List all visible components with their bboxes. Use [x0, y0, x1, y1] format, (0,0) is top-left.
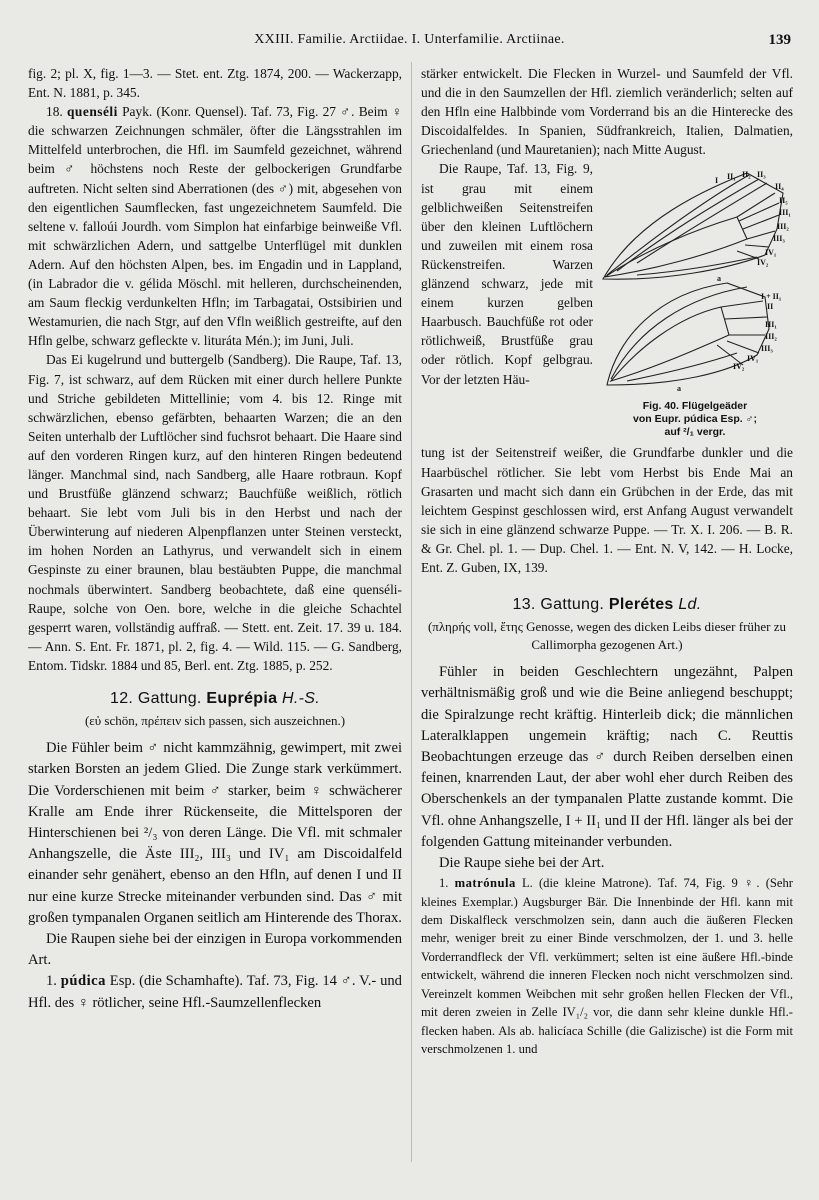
page-number: 139: [768, 32, 791, 48]
wing-venation-illustration: [597, 159, 793, 399]
genus-label: 12. Gattung.: [110, 690, 202, 707]
column-divider: [411, 62, 412, 1162]
species-entry-quenseli: [28, 102, 402, 350]
vein-label: a: [717, 274, 721, 284]
running-head: XXIII. Familie. Arctiidae. I. Unterfamilie. Arctiinae.: [254, 32, 565, 47]
vein-label: II₂: [742, 170, 751, 180]
vein-label: IV₂: [733, 362, 745, 372]
species-text: L. (die kleine Matrone). Taf. 74, Fig. 9 ♀. (Sehr kleines Exemplar.) Augsburger Bär. Die Innenbinde der Hfl. kann mit dem Diskalfleck verschmolzen sein, dann auch die äußeren Flecken mehr, weniger breit zu einer Binde verschmolzen, der 1. und 3. helle Vorderrandfleck der Vfl. verkümmert; selten ist eine äußere Hfl.-binde entwickelt, während die inneren Flecken noch nicht verschmolzen sind. Vereinzelt kommen Weibchen mit sehr großen hellen Flecken der Vfl., mit deren zweien in Zelle IV₁/₂ vor, die dann sehr kleine dunkle Hfl.-flecken haben. Als ab. halicíaca Schille (die Galizische) ist die Form mit verschmolzenen 1. und: [421, 876, 793, 1056]
left-paragraph-1: fig. 2; pl. X, fig. 1—3. — Stet. ent. Ztg. 1874, 200. — Wackerzapp, Ent. N. 1881, p. 345.: [28, 66, 402, 101]
vein-label: I + II₁: [761, 292, 782, 302]
left-paragraph-4: Die Fühler beim ♂ nicht kammzähnig, gewimpert, mit zwei starken Borsten an jedem Glied. Die Zunge stark verkümmert. Die Vorderschienen mit beim ♂ starker, beim ♀ schwächerer Kralle am Ende ihrer Rückenseite, die Mittelsporen der Hinterschienen bei ²/₃ von deren Länge. Die Vfl. mit schmaler Anhangszelle, die Äste III₂, III₃ und IV₁ am Discoidalfeld einander sehr genähert, ebenso an den Hfln, auf denen I und II nur eine kurze Strecke miteinander verbunden sind. Das ♂ mit großen tympanalen Organen seitlich am Hinterende des Thorax.: [28, 740, 402, 926]
genus-name: Plerétes: [608, 596, 674, 614]
genus-etymology: (πληρής voll, ἔτης Genosse, wegen des dicken Leibs dieser früher zu Callimorpha gezogenen Art.): [427, 619, 787, 653]
genus-author: H.-S.: [282, 690, 320, 707]
vein-label: IV₂: [757, 258, 769, 268]
vein-label: III₁: [779, 208, 791, 218]
genus-label: 13. Gattung.: [512, 596, 605, 614]
right-paragraph-2: Die Raupe, Taf. 13, Fig. 9, ist grau mit einem gelblichweißen Seitenstreifen über den kleinen Luftlöchern und zuweilen mit einem rosa Rückenstreifen. Warzen glänzend schwarz, jede mit einem kurzen gelben Haarbusch. Bauchfüße rot oder rötlichweiß, Brustfüße grau oder rötlich. Kopf gelbgrau. Vor der letzten Häu-: [421, 161, 593, 387]
entry-number: 18.: [46, 104, 63, 120]
right-column: [421, 64, 793, 1058]
forewing-outline: [603, 173, 783, 279]
vein-label: III₃: [773, 234, 785, 244]
species-text: Esp. (die Schamhafte). Taf. 73, Fig. 14 ♂. V.- und Hfl. des ♀ rötlicher, seine Hfl.-Saumzellenflecken: [28, 973, 402, 1011]
vein-label: IV₁: [765, 248, 777, 258]
vein-label: II₄: [775, 182, 784, 192]
species-entry-pudica: [28, 971, 402, 1013]
species-name: púdica: [60, 973, 106, 990]
vein-label: II: [767, 302, 774, 312]
left-column: [28, 64, 402, 1014]
hindwing-cell: [611, 307, 729, 381]
genus-author: Ld.: [678, 596, 702, 614]
species-text: Payk. (Konr. Quensel). Taf. 73, Fig. 27 ♂. Beim ♀ die schwarzen Zeichnungen schmäler, öfter die Längsstrahlen im Mittelfeld unterbrochen, die Hfl. im Saumfeld gezeichnet, während beim ♂ höchstens noch Reste der gelbockerigen Grundfarbe auftreten. Nicht selten sind Aberrationen (des ♂) mit, abgesehen von den eigentlichen Saumflecken, fast ungezeichnetem Saumfeld. Die seltene v. falloúi Jourdh. vom Simplon hat einfarbige beinweiße Vfl. mit schwärzlichen Adern, und sattgelbe Unterflügel mit dunklen Adern. Auf den höchsten Alpen, bes. im Engadin und in Lappland, (in Labrador die v. gélida Möschl. mit helleren, durchscheinenden, am Saum fleckig verdunkelten Hfln; im Tarbagatai, Ostsibirien und Westamurien, die nach Stgr, auf den Vfln weißlich gestreifte, auf den Hfln gelbe, schwarz gefleckte v. lituráta Mén.); im Juni, Juli.: [28, 104, 402, 349]
genus-etymology: (εὐ schön, πρέπειν sich passen, sich auszeichnen.): [84, 713, 346, 729]
entry-number: 1.: [46, 973, 57, 990]
vein-label: a: [677, 384, 681, 394]
right-paragraph-1: stärker entwickelt. Die Flecken in Wurzel- und Saumfeld der Vfl. und die in den Saumzellen der Hfl. ziemlich veränderlich; selten auf den Hfln eine Halbbinde vom Vorderrand bis an die Hinterecke des Discoidalfeldes. In Spanien, Südfrankreich, Italien, Dalmatien, Griechenland (und Mauretanien); nach Mitte August.: [421, 66, 793, 158]
genus-heading-13: [421, 595, 793, 614]
right-paragraph-4: Die Raupe siehe bei der Art.: [439, 855, 605, 872]
right-paragraph-3: Fühler in beiden Geschlechtern ungezähnt, Palpen verhältnismäßig groß und wie die Beine anliegend beschuppt; die Spiralzunge recht kräftig. Hinterleib dick; die männlichen Lateralklappen ungemein kräftig; nach C. Reuttis Beobachtungen erzeuge das ♂ durch Reiben derselben einen feinen, knarrenden Laut, der aber wohl eher durch Reiben des Oberschenkels an der tympanalen Platte zustande kommt. Die Vfl. ohne Anhangszelle, I + II₁ und II der Hfl. länger als bei der folgenden Gattung miteinander verbunden.: [421, 664, 793, 850]
species-name: quenséli: [66, 104, 118, 120]
hindwing-outline: [607, 283, 769, 385]
vein-label: III₃: [761, 344, 773, 354]
left-paragraph-5: Die Raupen siehe bei der einzigen in Europa vorkommenden Art.: [28, 930, 402, 969]
vein-label: II₁: [727, 172, 736, 182]
figure-caption-line-1: Fig. 40. Flügelgeäder: [642, 400, 748, 413]
vein-label: II₅: [779, 196, 788, 206]
genus-name: Euprépia: [206, 690, 278, 707]
vein-label: III₁: [765, 320, 777, 330]
species-entry-matronula: [421, 874, 793, 1058]
species-name: matrónula: [454, 876, 516, 891]
entry-number: 1.: [439, 876, 449, 891]
page-header: [0, 32, 819, 54]
wing-venation-figure: [597, 159, 793, 439]
figure-caption: [597, 400, 793, 439]
vein-label: III₂: [765, 332, 777, 342]
figure-caption-line-2: von Eupr. púdica Esp. ♂;: [633, 413, 757, 426]
vein-label: II₃: [757, 170, 766, 180]
vein-label: I: [715, 176, 719, 186]
vein-label: IV₁: [747, 354, 759, 364]
right-paragraph-2-continued: tung ist der Seitenstreif weißer, die Grundfarbe dunkler und die Haarbüschel rötlicher. Sie lebt vom Herbst bis Ende Mai an Grasarten und macht sich dann ein Grübchen in der Erde, das mit leichtem Gespinst geschlossen wird, erst Anfang August verwandelt sie sich in eine glänzend schwarze Puppe. — Tr. X. I. 206. — B. R. & Gr. Chel. pl. 1. — Dup. Chel. 1. — Ent. N. V, 142. — H. Locke, Ent. Z. Guben, IX, 139.: [421, 445, 793, 576]
figure-caption-line-3: auf ²/₁ vergr.: [664, 426, 726, 439]
left-paragraph-3: Das Ei kugelrund und buttergelb (Sandberg). Die Raupe, Taf. 13, Fig. 7, ist schwarz, auf dem Rücken mit einer durch hellere Punkte und Striche gebildeten Mittellinie; vom 4. bis 12. Ringe mit schwärzlichen, ebenso gefärbten, behaarten Warzen; die an den Seiten unterhalb der Luftlöcher sind fuchsrot behaart. Die Haare sind auf den vorderen Ringen kurz, auf den hinteren Ringen bedeutend länger. Manchmal sind, nach Sandberg, alle Haare rotbraun. Kopf und Brustfüße glänzend schwarz; Bauchfüße weißlich, rötlich behaart. Sie lebt vom Juli bis in den Herbst und nach der Überwinterung auf niederen Alpenpflanzen unter Steinen versteckt, im hohen Norden an Lathyrus, und verwandelt sich in einem Gespinste zu einer braunen, blau bestäubten Puppe, die manchmal nochmals überwintert. Sandberg beobachtete, daß eine quenséli-Raupe, solche von Oen. bore, welche in die gleiche Schachtel gesperrt waren, vollständig auffraß. — Stett. ent. Zeit. 17. 39 u. 184. — Ann. S. Ent. Fr. 1871, pl. 2, fig. 4. — Wild. 115. — G. Sandberg, Entom. Tidskr. 1884 und 85, Berl. ent. Ztg. 1885, p. 252.: [28, 352, 402, 673]
genus-heading-12: [28, 689, 402, 708]
vein-label: III₂: [777, 222, 789, 232]
